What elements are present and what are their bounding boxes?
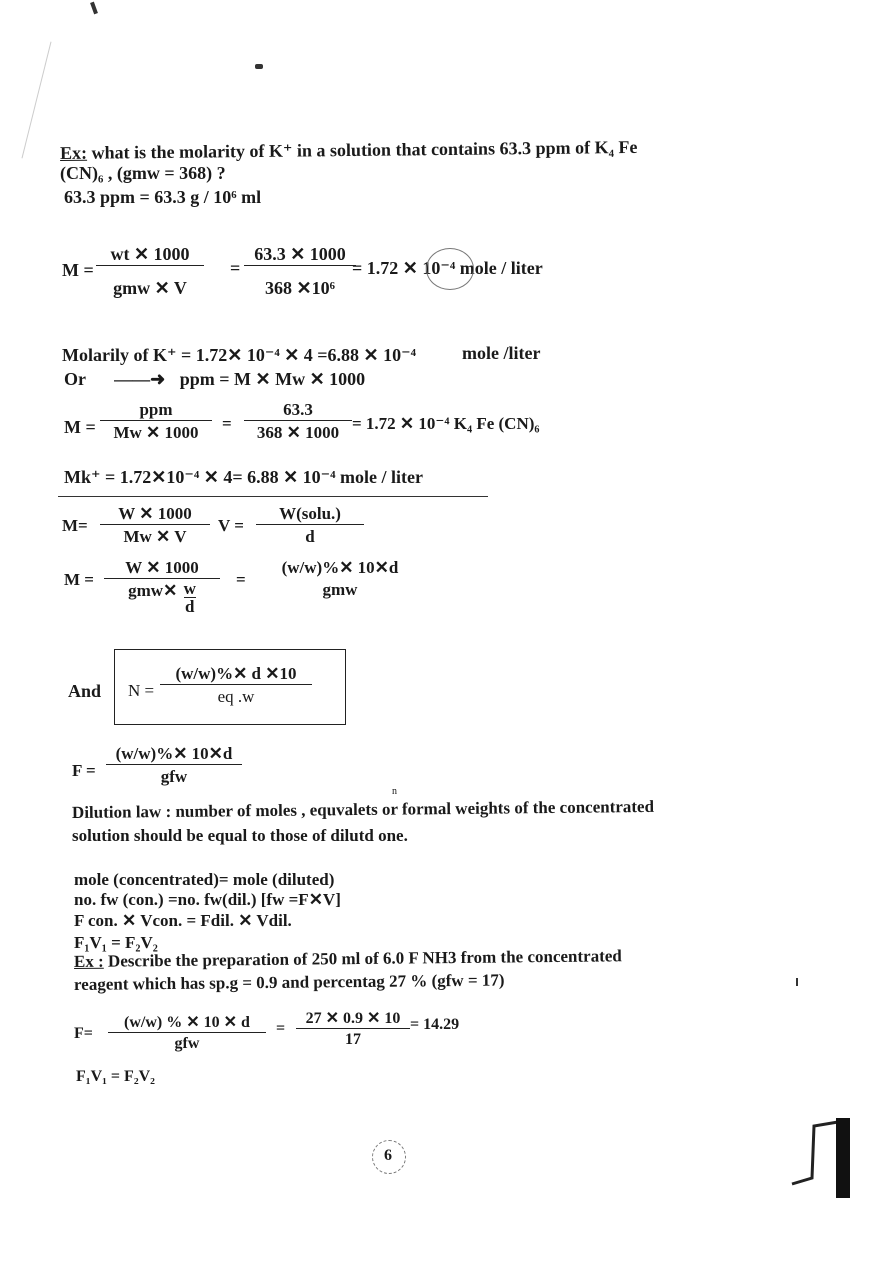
eq3-fraction [100,504,210,547]
divider-line [58,496,488,497]
eq4-num: W ✕ 1000 [125,558,199,577]
eq4-lhs: M = [64,570,94,589]
example2-text-line1: Describe the preparation of 250 ml of 6.0 F NH3 from the concentrated [107,946,622,971]
page-corner-mark [790,1118,850,1198]
example1-question-line1: what is the molarity of K⁺ in a solution that contains 63.3 ppm of K₄ Fe [91,136,638,163]
eq7-den: gfw [108,1032,266,1053]
eq3-v-den: d [256,524,364,547]
example2-text-line2: reagent which has sp.g = 0.9 and percentag 27 % (gfw = 17) [73,970,505,994]
eq2-num1: ppm [139,400,173,419]
eq1-den1: gmw ✕ V [96,265,204,299]
rule-line3: F con. ✕ Vcon. = Fdil. ✕ Vdil. [74,911,292,930]
stray-mark-top-left [90,2,98,15]
example1-label: Ex: [59,142,88,164]
eq2-fraction2 [244,400,352,443]
rule-line1: mole (concentrated)= mole (diluted) [74,870,335,889]
eq5-fraction [160,664,312,707]
eq1-num1: wt ✕ 1000 [110,244,190,264]
edge-mark-small [796,978,798,986]
dilution-n-mark: n [392,786,397,797]
eq3-v-num: W(solu.) [279,504,341,523]
eq7-num2: 27 ✕ 0.9 ✕ 10 [305,1010,401,1027]
eq2-den1: Mw ✕ 1000 [100,420,212,443]
ppm-definition: 63.3 ppm = 63.3 g / 10⁶ ml [64,187,262,207]
eq3-lhs: M= [62,516,88,535]
or-line [64,369,365,390]
ppm-formula: ppm = M ✕ Mw ✕ 1000 [179,369,366,389]
eq4-fraction [104,558,220,616]
dilution-line2: solution should be equal to those of dilutd one. [72,826,408,845]
example1-question-line2: (CN)₆ , (gmw = 368) ? [60,163,226,183]
mk-line: Mk⁺ = 1.72✕10⁻⁴ ✕ 4= 6.88 ✕ 10⁻⁴ mole / liter [64,467,424,487]
eq6-den: gfw [106,764,242,787]
eq7-fraction2 [296,1008,410,1049]
eq4-den2: gmw [322,580,358,599]
rule-line4: F₁V₁ = F₂V₂ [74,933,158,952]
eq1-den2: 368 ✕10⁶ [244,265,356,299]
eq2-fraction1 [100,400,212,443]
eq5-and: And [68,681,102,701]
eq6-num: (w/w)%✕ 10✕d [115,744,233,763]
eq5-den: eq .w [160,684,312,707]
stray-mark-top-center [255,64,263,69]
example2-label: Ex : [73,951,104,971]
example1-line1 [60,137,638,164]
eq1-fraction1 [96,244,204,299]
eq4-equals: = [236,570,246,589]
molarity-k-unit: mole /liter [462,343,541,363]
eq1-result: = 1.72 ✕ 10⁻⁴ mole / liter [352,258,543,278]
eq1-lhs: M = [62,260,94,280]
eq3-den: Mw ✕ V [100,524,210,547]
eq4-fraction2 [272,558,408,600]
eq2-den2: 368 ✕ 1000 [244,420,352,443]
eq3-v-fraction [256,504,364,547]
eq1-num2: 63.3 ✕ 1000 [254,244,346,264]
eq7-equals: = [276,1020,286,1037]
eq7-lhs: F= [74,1025,93,1042]
eq6-fraction [106,744,242,787]
eq2-num2: 63.3 [283,400,313,419]
page-number: 6 [384,1147,392,1164]
eq2-equals: = [222,414,232,433]
eq4-den-w: w [183,579,196,598]
molarity-k-line: Molarily of K⁺ = 1.72✕ 10⁻⁴ ✕ 4 =6.88 ✕ 10⁻⁴ [62,345,417,365]
eq7-den2: 17 [296,1028,410,1049]
final-equation: F₁V₁ = F₂V₂ [76,1068,155,1085]
eq1-equals: = [230,258,241,278]
or-label: Or [64,369,86,389]
eq4-num2: (w/w)%✕ 10✕d [281,558,399,577]
eq7-fraction [108,1012,266,1053]
eq3-num: W ✕ 1000 [118,504,192,523]
handwritten-circle [426,248,474,290]
eq5-lhs: N = [128,681,155,700]
eq4-den-main: gmw✕ [128,581,178,600]
eq7-num: (w/w) % ✕ 10 ✕ d [124,1014,250,1031]
eq2-lhs: M = [64,417,96,437]
eq4-den [104,578,220,616]
dilution-line1: Dilution law : number of moles , equvalets or formal weights of the concentrated [71,796,655,822]
eq1-fraction2 [244,244,356,299]
eq2-result: = 1.72 ✕ 10⁻⁴ K₄ Fe (CN)₆ [352,414,540,433]
arrow-icon: ——➜ [114,369,166,389]
rule-line2: no. fw (con.) =no. fw(dil.) [fw =F✕V] [74,890,341,909]
eq4-den-d: d [184,597,195,616]
eq6-lhs: F = [72,761,96,780]
eq7-result: = 14.29 [410,1016,460,1033]
margin-line [21,42,51,159]
eq5-num: (w/w)%✕ d ✕10 [175,664,297,683]
eq3-v-lhs: V = [218,516,244,535]
